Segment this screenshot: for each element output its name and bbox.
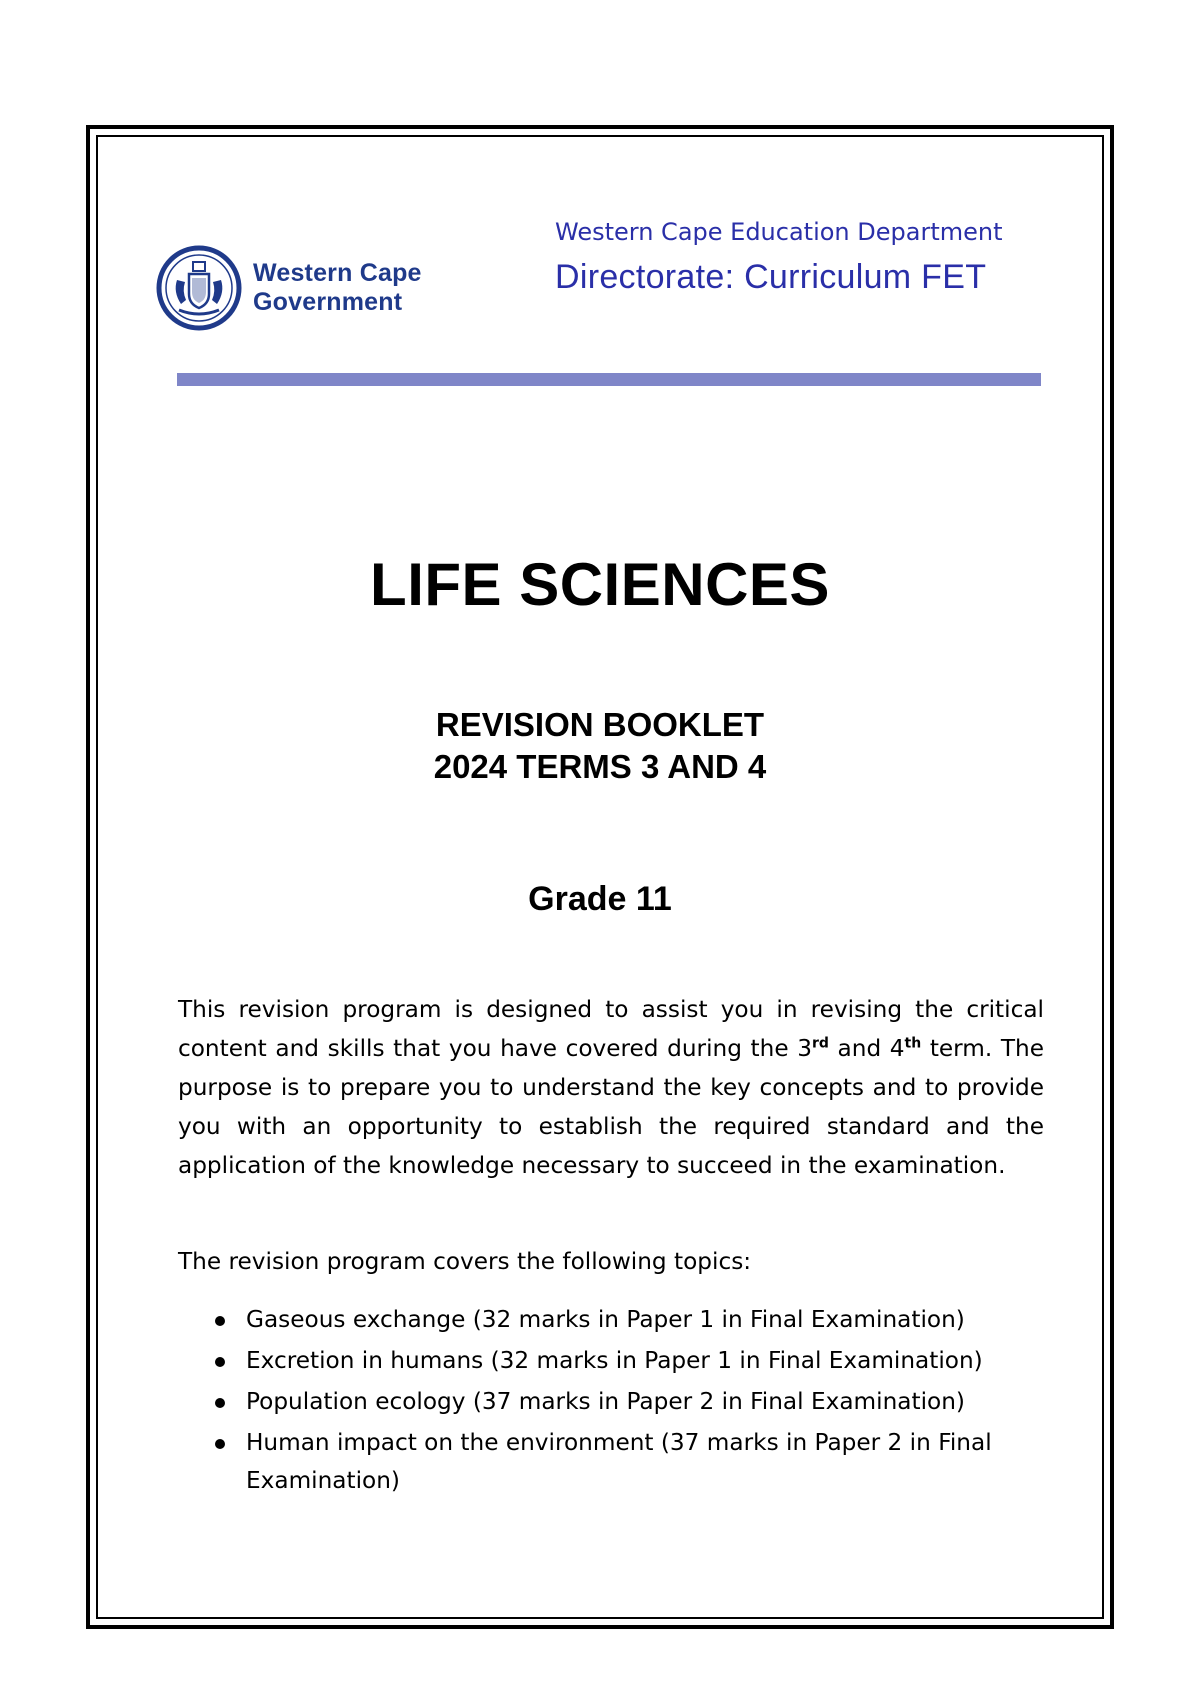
intro-paragraph	[178, 990, 1044, 1185]
bullet-icon	[215, 1357, 225, 1367]
department-name: Western Cape Education Department	[555, 218, 1003, 246]
directorate-name: Directorate: Curriculum FET	[555, 258, 987, 296]
bullet-icon	[215, 1439, 225, 1449]
list-item	[178, 1301, 1044, 1339]
logo-line-1: Western Cape	[253, 259, 422, 287]
list-item	[178, 1383, 1044, 1421]
header-divider	[177, 373, 1041, 386]
document-title: LIFE SCIENCES	[370, 551, 830, 618]
intro-text-3: term. The purpose is to prepare you to understand the key concepts and to provide you with an opportunity to establish the required standard and the application of the knowledge necessary to succeed in the examination.	[178, 1035, 1044, 1179]
bullet-icon	[215, 1398, 225, 1408]
topic-text: Gaseous exchange (32 marks in Paper 1 in Final Examination)	[246, 1306, 965, 1333]
list-item	[178, 1342, 1044, 1380]
topic-text: Excretion in humans (32 marks in Paper 1 in Final Examination)	[246, 1347, 983, 1374]
document-term: 2024 TERMS 3 AND 4	[433, 748, 767, 785]
topic-text: Human impact on the environment (37 marks in Paper 2 in Final Examination)	[246, 1429, 992, 1494]
document-subtitle: REVISION BOOKLET	[435, 706, 765, 743]
topics-list	[178, 1301, 1044, 1503]
grade-label: Grade 11	[528, 880, 672, 918]
intro-sup-th: th	[904, 1035, 922, 1052]
intro-text-1: This revision program is designed to assist you in revising the critical content and skills that you have covered during the 3	[178, 996, 1044, 1062]
topics-lead: The revision program covers the following topics:	[178, 1248, 752, 1275]
coat-of-arms-icon	[155, 244, 243, 332]
logo-wordmark	[253, 259, 422, 317]
topic-text: Population ecology (37 marks in Paper 2 in Final Examination)	[246, 1388, 965, 1415]
intro-sup-rd: rd	[811, 1035, 829, 1052]
wcg-logo	[155, 244, 422, 332]
logo-line-2: Government	[253, 288, 403, 316]
bullet-icon	[215, 1316, 225, 1326]
list-item	[178, 1424, 1044, 1500]
intro-text-2: and 4	[828, 1035, 905, 1062]
